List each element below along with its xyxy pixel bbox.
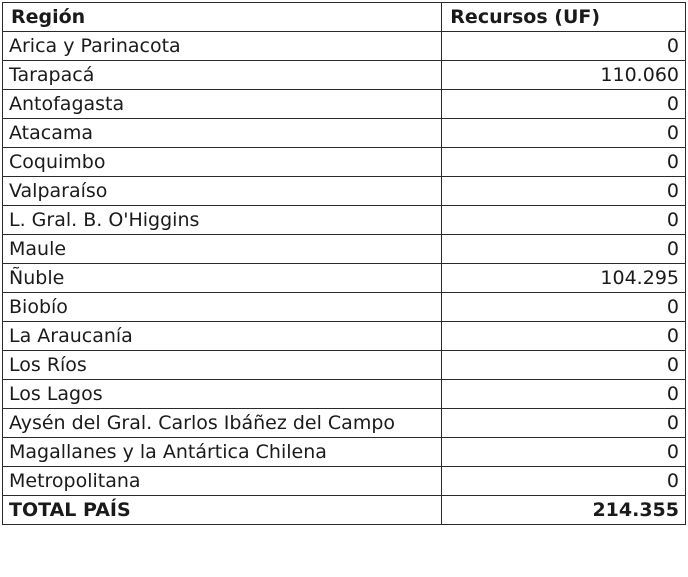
region-name: Maule xyxy=(3,235,442,264)
region-name: Arica y Parinacota xyxy=(3,32,442,61)
table-row xyxy=(3,264,686,293)
resource-value: 0 xyxy=(442,293,686,322)
total-row xyxy=(3,496,686,525)
region-name: Metropolitana xyxy=(3,467,442,496)
resource-value: 0 xyxy=(442,177,686,206)
table-row xyxy=(3,90,686,119)
table-row xyxy=(3,438,686,467)
regional-resources-table xyxy=(2,2,686,525)
table-header-row xyxy=(3,3,686,32)
region-name: Coquimbo xyxy=(3,148,442,177)
region-name: La Araucanía xyxy=(3,322,442,351)
region-name: Biobío xyxy=(3,293,442,322)
table-row xyxy=(3,32,686,61)
region-name: L. Gral. B. O'Higgins xyxy=(3,206,442,235)
resource-value: 0 xyxy=(442,322,686,351)
region-name: Magallanes y la Antártica Chilena xyxy=(3,438,442,467)
table-row xyxy=(3,177,686,206)
region-name: Valparaíso xyxy=(3,177,442,206)
resource-value: 104.295 xyxy=(442,264,686,293)
resource-value: 0 xyxy=(442,351,686,380)
resource-value: 0 xyxy=(442,90,686,119)
table-row xyxy=(3,351,686,380)
resource-value: 0 xyxy=(442,438,686,467)
region-column-header: Región xyxy=(3,3,442,32)
region-name: Atacama xyxy=(3,119,442,148)
resource-value: 0 xyxy=(442,467,686,496)
region-name: Ñuble xyxy=(3,264,442,293)
resources-column-header: Recursos (UF) xyxy=(442,3,686,32)
region-name: Antofagasta xyxy=(3,90,442,119)
table-row xyxy=(3,409,686,438)
table-row xyxy=(3,235,686,264)
resource-value: 110.060 xyxy=(442,61,686,90)
resource-value: 0 xyxy=(442,380,686,409)
resource-value: 0 xyxy=(442,235,686,264)
resource-value: 0 xyxy=(442,32,686,61)
total-label: TOTAL PAÍS xyxy=(3,496,442,525)
total-value: 214.355 xyxy=(442,496,686,525)
table-row xyxy=(3,61,686,90)
table-row xyxy=(3,293,686,322)
region-name: Aysén del Gral. Carlos Ibáñez del Campo xyxy=(3,409,442,438)
table-row xyxy=(3,206,686,235)
region-name: Tarapacá xyxy=(3,61,442,90)
resource-value: 0 xyxy=(442,409,686,438)
resource-value: 0 xyxy=(442,148,686,177)
table-row xyxy=(3,148,686,177)
table-row xyxy=(3,322,686,351)
region-name: Los Lagos xyxy=(3,380,442,409)
table-row xyxy=(3,119,686,148)
table-row xyxy=(3,380,686,409)
table-row xyxy=(3,467,686,496)
resource-value: 0 xyxy=(442,119,686,148)
resource-value: 0 xyxy=(442,206,686,235)
region-name: Los Ríos xyxy=(3,351,442,380)
